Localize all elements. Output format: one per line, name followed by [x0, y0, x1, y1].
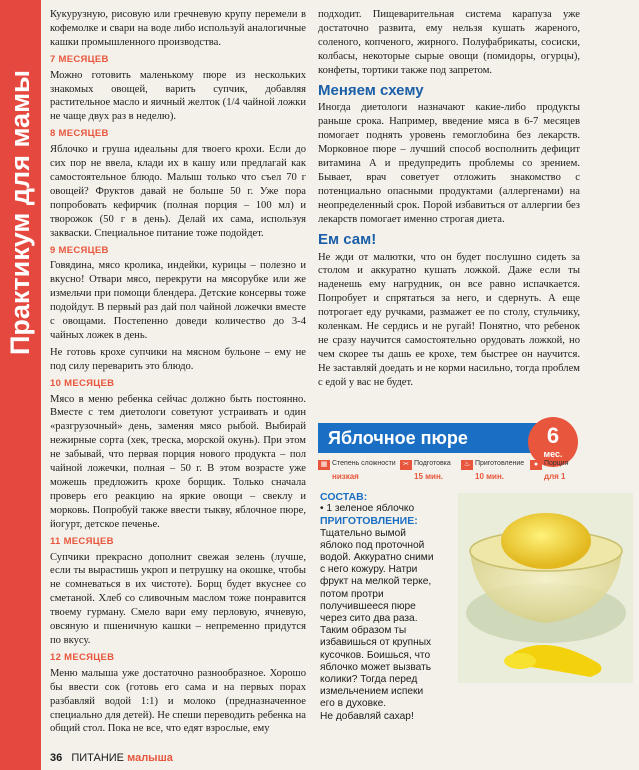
paragraph: Меню малыша уже достаточно разнообразное. Хорошо бы ввести сок (готовь его сама и на первых порах разбавляй водой 1:1) и молоко (предназначенное специально для детей). Не спеши переводить ребенка на общий стол. Пока не все, что едят взрослые, ему — [50, 667, 306, 735]
prep-final: Не добавляй сахар! — [320, 710, 414, 722]
knife-icon: ✂ — [400, 460, 412, 470]
prep-heading: ПРИГОТОВЛЕНИЕ: — [320, 515, 418, 528]
month-heading: 11 МЕСЯЦЕВ — [50, 535, 114, 547]
section-heading: Меняем схему — [318, 81, 424, 99]
paragraph: Говядина, мясо кролика, индейки, курицы – полезно и вкусно! Отвари мясо, перекрути на мясорубке или же измельчи при помощи блендера. Детские консервы тоже подойдут. В первый раз дай пол чайной ложечки вместе с овощами. Постепенно доведи количество до 3-4 чайных ложек в день. — [50, 260, 306, 341]
age-number: 6 — [546, 423, 560, 448]
paragraph: Не готовь крохе супчики на мясном бульоне – ему не под силу переварить это блюдо. — [50, 346, 306, 372]
pot-icon: ♨ — [461, 460, 473, 470]
section-title: Практикум для мамы — [5, 69, 35, 355]
paragraph: Мясо в меню ребенка сейчас должно быть постоянно. Вместе с тем диетологи советуют устраивать и один «разгрузочный» день, заменяя мясо рыбой. Выбирай нежирные сорта (хек, треска, морской окунь). При этом не забывай, что первая порция нового продукта – пол чайной ложечки, полная – 50 г. В этом возрасте уже можешь предложить крохе борщик. Только сначала проверь его реакцию на яркие овощи – свеклу и морковь. Попробуй также ввести тыкву, яблочное пюре, йогурт, детское печенье. — [50, 393, 306, 530]
age-unit: мес. — [543, 449, 563, 459]
magazine-name-suffix: малыша — [127, 752, 173, 764]
month-heading: 12 МЕСЯЦЕВ — [50, 651, 115, 663]
paragraph: Иногда диетологи назначают какие-либо продукты раньше срока. Например, введение мяса в 6-7 месяцев помогает поднять уровень гемоглобина без лекарств. Морковное пюре – лучший способ восполнить дефицит витамина А и предупредить проблемы со зрением. Бывает, врач советует отложить знакомство с потенциально опасными продуктами (аллергенами) на неопределенный срок. Порой избавиться от аллергии без лекарств помогает именно строгая диета. — [318, 102, 580, 225]
recipe-title: Яблочное пюре — [318, 423, 568, 453]
magazine-name: ПИТАНИЕ — [71, 752, 125, 764]
plate-icon: ● — [530, 460, 542, 470]
prep-text: Тщательно вымой яблоко под проточной водой. Аккуратно сними с него кожуру. Натри фрукт на мелкой терке, потом протри получившееся пюре через сито два раза. Таким образом ты избавишься от крупных кусочков. Боишься, что яблочко может вызвать колики? Тогда перед измельчением испеки его в духовке. — [320, 527, 434, 710]
left-column — [50, 8, 306, 739]
section-heading: Ем сам! — [318, 230, 377, 248]
month-heading: 10 МЕСЯЦЕВ — [50, 377, 115, 389]
month-heading: 9 МЕСЯЦЕВ — [50, 244, 109, 256]
recipe-box — [318, 423, 631, 743]
stat-cook: ♨ Приготовление 10 мин. — [461, 460, 524, 488]
paragraph: Кукурузную, рисовую или гречневую крупу перемели в кофемолке и свари на воде либо используй аналогичные кашки промышленного производства. — [50, 9, 306, 48]
paragraph: Супчики прекрасно дополнит свежая зелень (лучше, если ты вырастишь укроп и петрушку на окошке, чтобы не сомневаться в их чистоте). Борщ будет вкуснее со сметаной. Хлеб со сливочным маслом тоже понравится твоему гурману. Смело вари ему перловую, ячневую, овсяную и пшеничную кашки – непременно придутся по вкусу. — [50, 551, 306, 646]
difficulty-icon: ▦ — [318, 460, 330, 470]
stat-portion: ● Порция для 1 — [530, 460, 568, 488]
recipe-stats — [318, 460, 580, 490]
paragraph: Можно готовить маленькому пюре из нескольких знакомых овощей, варить супчик, добавляя растительное масло и яичный желток (1/4 чайной ложки не чаще двух раз в неделю). — [50, 69, 306, 123]
page-footer — [50, 752, 173, 764]
month-heading: 8 МЕСЯЦЕВ — [50, 128, 109, 140]
ingredients-heading: СОСТАВ: — [320, 491, 368, 503]
paragraph: Не жди от малютки, что он будет послушно сидеть за столом и аккуратно кушать ложкой. Даже если ты наденешь ему нагрудник, он все равно испачкается. Попробует и спрятаться за него, и сдернуть. А еще потрогает еду ручками, размажет ее по столу, стульчику, коленкам. Не сердись и не ругай! Понятно, что ребенок не сразу научится самостоятельно орудовать ложкой, но чем скорее ты дашь ее крохе, тем быстрее он научится. Не заставляй доедать и не корми насильно, тогда проблем с едой у вас не будет. — [318, 251, 580, 388]
stat-prep: ✂ Подготовка 15 мин. — [400, 460, 451, 488]
right-column — [318, 8, 580, 393]
month-heading: 7 МЕСЯЦЕВ — [50, 53, 109, 65]
page-number: 36 — [50, 752, 63, 764]
sidebar-band — [0, 0, 41, 770]
recipe-text — [320, 491, 440, 723]
paragraph: Яблочко и груша идеальны для твоего крохи. Если до сих пор не ввела, клади их в кашу или предлагай как самостоятельное блюдо. Малыш только что съел 70 г овощей? Фруктов давай не больше 50 г. Уже пора попробовать кефирчик (полная порция – 100 мл) и творожок (50 г в день). Делай их сама, используя закваски. Специальное питание тоже подойдет. — [50, 144, 306, 239]
paragraph: подходит. Пищеварительная система карапуза уже достаточно развита, ему нельзя кушать жареного, соленого, копченого, жирного. Полуфабрикаты, сосиски, колбасы, некоторые сырые овощи (помидоры, огурцы), конфеты, тортики также под запретом. — [318, 9, 580, 76]
apple-puree-bowl-image — [458, 493, 633, 683]
stat-difficulty: ▦ Степень сложности низкая — [318, 460, 396, 488]
ingredient: • 1 зеленое яблочко — [320, 503, 415, 515]
